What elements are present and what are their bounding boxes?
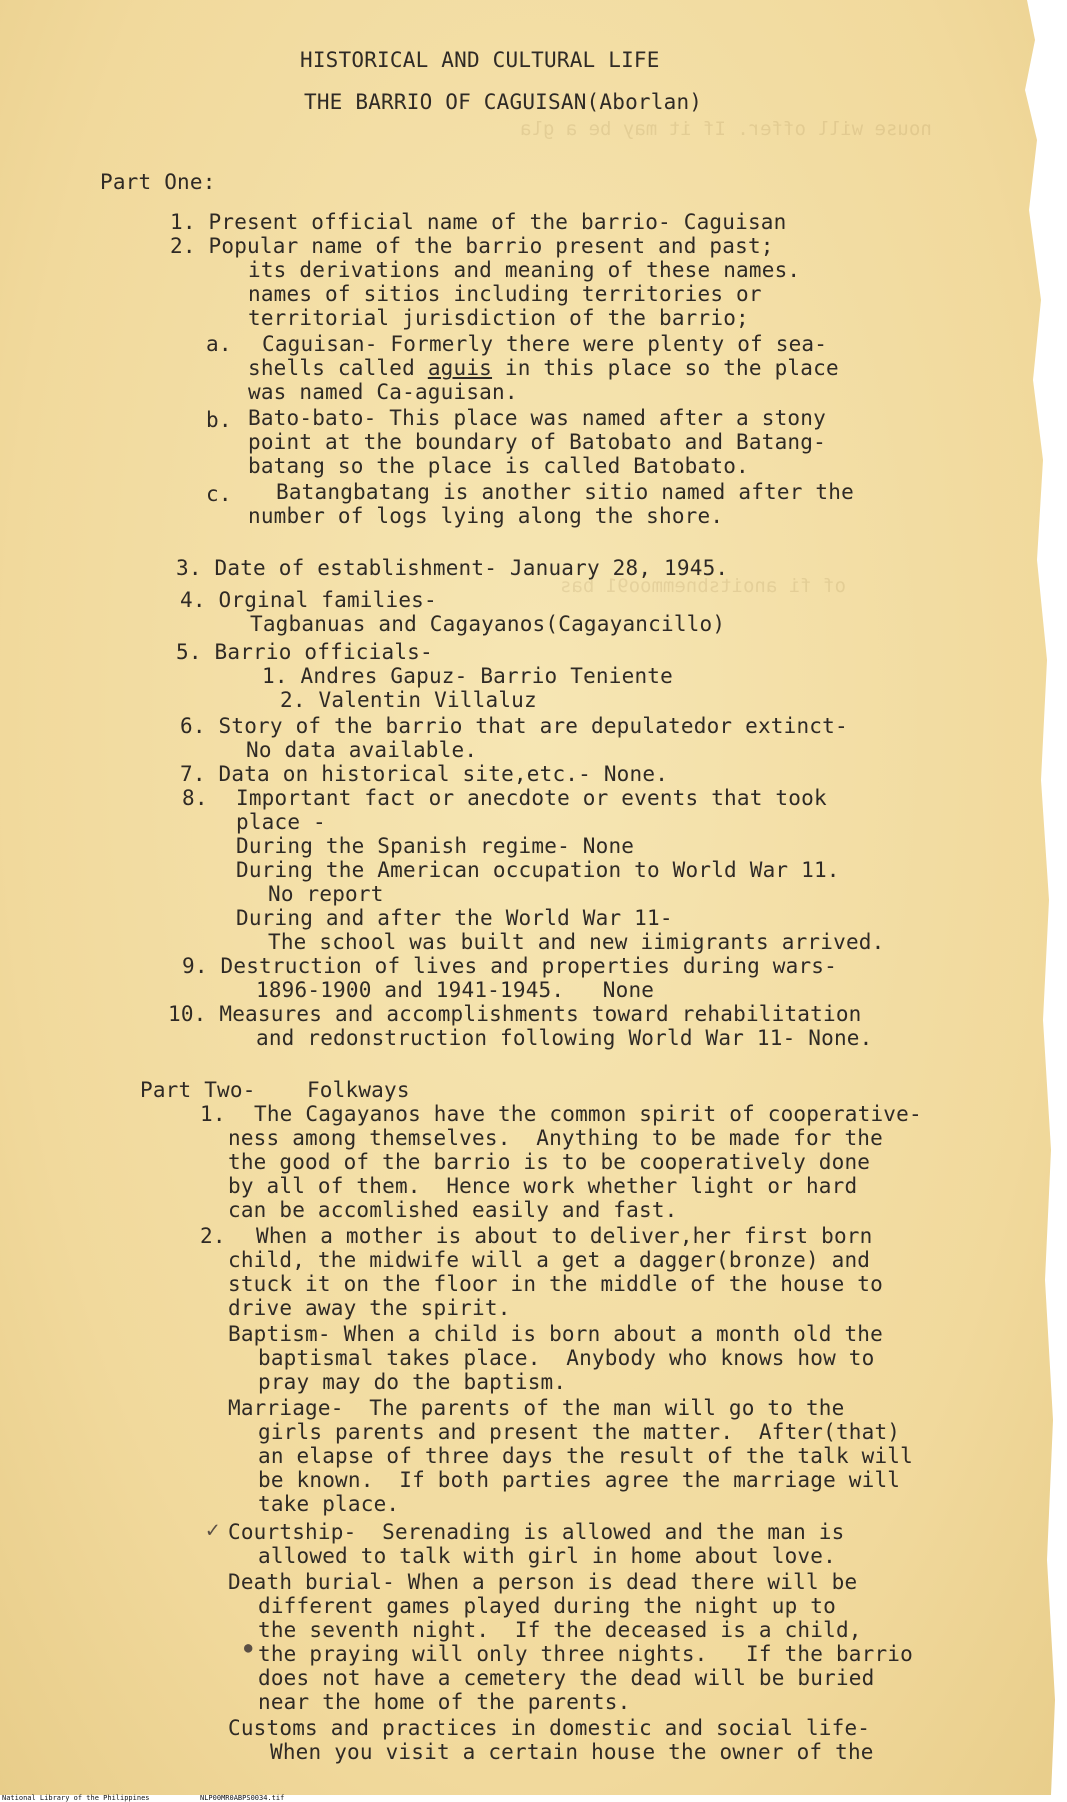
folkway-2: When a mother is about to deliver,her first born	[256, 1224, 873, 1248]
folkway-2-line: child, the midwife will a get a dagger(bronze) and	[228, 1248, 871, 1272]
item-8-line: place -	[236, 810, 326, 834]
folkway-1-line: can be accomlished easily and fast.	[228, 1198, 678, 1222]
item-2-line: its derivations and meaning of these names.	[248, 258, 801, 282]
marriage-line: be known. If both parties agree the marriage will	[258, 1468, 901, 1492]
item-5-line: 2. Valentin Villaluz	[280, 688, 537, 712]
item-8-number: 8.	[182, 786, 208, 810]
item-7: 7. Data on historical site,etc.- None.	[180, 762, 669, 786]
bleed-through-text: of fi anoitsbnemmoo91 bas	[560, 575, 846, 597]
folkway-2-number: 2.	[200, 1224, 226, 1248]
item-3: 3. Date of establishment- January 28, 1945.	[176, 556, 729, 580]
bleed-through-text: nouse will offer. If it may be a gla	[520, 118, 932, 140]
folkway-1: The Cagayanos have the common spirit of cooperative-	[254, 1102, 922, 1126]
torn-edge-decoration	[1007, 0, 1067, 1795]
sub-item-b: Bato-bato- This place was named after a stony	[248, 406, 826, 430]
folkway-1-line: the good of the barrio is to be cooperatively done	[228, 1150, 871, 1174]
marriage-line: take place.	[258, 1492, 400, 1516]
sub-item-a-line: was named Ca-aguisan.	[248, 380, 518, 404]
death-burial-line: near the home of the parents.	[258, 1690, 631, 1714]
item-10: 10. Measures and accomplishments toward rehabilitation	[168, 1002, 862, 1026]
baptism-entry: Baptism- When a child is born about a month old the	[228, 1322, 883, 1346]
courtship-entry: Courtship- Serenading is allowed and the man is	[228, 1520, 845, 1544]
item-6-line: No data available.	[246, 738, 478, 762]
bullet-mark-icon: ●	[244, 1640, 253, 1656]
item-1: 1. Present official name of the barrio- Caguisan	[170, 210, 787, 234]
death-burial-line: different games played during the night up to	[258, 1594, 836, 1618]
death-burial-line: does not have a cemetery the dead will be buried	[258, 1666, 875, 1690]
item-4: 4. Orginal families-	[180, 588, 437, 612]
death-burial-line: the seventh night. If the deceased is a child,	[258, 1618, 862, 1642]
item-4-line: Tagbanuas and Cagayanos(Cagayancillo)	[250, 612, 726, 636]
item-2-line: territorial jurisdiction of the barrio;	[248, 306, 749, 330]
item-9: 9. Destruction of lives and properties during wars-	[182, 954, 837, 978]
item-10-line: and redonstruction following World War 11- None.	[256, 1026, 873, 1050]
item-5-line: 1. Andres Gapuz- Barrio Teniente	[262, 664, 673, 688]
sub-item-c: Batangbatang is another sitio named after the	[276, 480, 854, 504]
item-5: 5. Barrio officials-	[176, 640, 433, 664]
part-two-heading: Part Two- Folkways	[140, 1078, 410, 1102]
folkway-2-line: stuck it on the floor in the middle of the house to	[228, 1272, 883, 1296]
sub-item-b-line: point at the boundary of Batobato and Batang-	[248, 430, 826, 454]
death-burial-line: the praying will only three nights. If the barrio	[258, 1642, 913, 1666]
item-8-line: The school was built and new iimigrants arrived.	[268, 930, 885, 954]
customs-line: When you visit a certain house the owner of the	[270, 1740, 874, 1764]
document-subtitle: THE BARRIO OF CAGUISAN(Aborlan)	[304, 90, 703, 114]
customs-entry: Customs and practices in domestic and social life-	[228, 1716, 871, 1740]
marriage-entry: Marriage- The parents of the man will go to the	[228, 1396, 845, 1420]
folkway-1-line: ness among themselves. Anything to be made for the	[228, 1126, 883, 1150]
sub-item-c-line: number of logs lying along the shore.	[248, 504, 724, 528]
item-8-line: During the American occupation to World War 11.	[236, 858, 840, 882]
item-8-line: No report	[268, 882, 384, 906]
courtship-line: allowed to talk with girl in home about love.	[258, 1544, 836, 1568]
folkway-1-number: 1.	[200, 1102, 226, 1126]
sub-item-label: c.	[206, 482, 232, 506]
item-2: 2. Popular name of the barrio present and past;	[170, 234, 774, 258]
sub-item-a-line: shells called aguis in this place so the place	[248, 356, 839, 380]
baptism-line: pray may do the baptism.	[258, 1370, 567, 1394]
marriage-line: girls parents and present the matter. After(that)	[258, 1420, 901, 1444]
item-8-line: During and after the World War 11-	[236, 906, 673, 930]
sub-item-label: b.	[206, 408, 232, 432]
checkmark-icon: ✓	[206, 1518, 220, 1543]
part-one-heading: Part One:	[100, 170, 216, 194]
item-8-line: During the Spanish regime- None	[236, 834, 635, 858]
item-8: Important fact or anecdote or events that took	[236, 786, 827, 810]
footer-filename: NLP00MR0ABPS0034.tif	[200, 1794, 285, 1802]
sub-item-label: a.	[206, 332, 232, 356]
marriage-line: an elapse of three days the result of the talk will	[258, 1444, 913, 1468]
item-6: 6. Story of the barrio that are depulatedor extinct-	[180, 714, 848, 738]
sub-item-a: Caguisan- Formerly there were plenty of sea-	[262, 332, 828, 356]
sub-item-b-line: batang so the place is called Batobato.	[248, 454, 749, 478]
item-2-line: names of sitios including territories or	[248, 282, 762, 306]
folkway-2-line: drive away the spirit.	[228, 1296, 511, 1320]
baptism-line: baptismal takes place. Anybody who knows how to	[258, 1346, 875, 1370]
death-burial-entry: Death burial- When a person is dead there will be	[228, 1570, 858, 1594]
footer-source: National Library of the Philippines	[2, 1794, 150, 1802]
folkway-1-line: by all of them. Hence work whether light or hard	[228, 1174, 858, 1198]
underlined-word: aguis	[427, 356, 493, 380]
item-9-line: 1896-1900 and 1941-1945. None	[256, 978, 655, 1002]
document-title: HISTORICAL AND CULTURAL LIFE	[300, 48, 660, 72]
